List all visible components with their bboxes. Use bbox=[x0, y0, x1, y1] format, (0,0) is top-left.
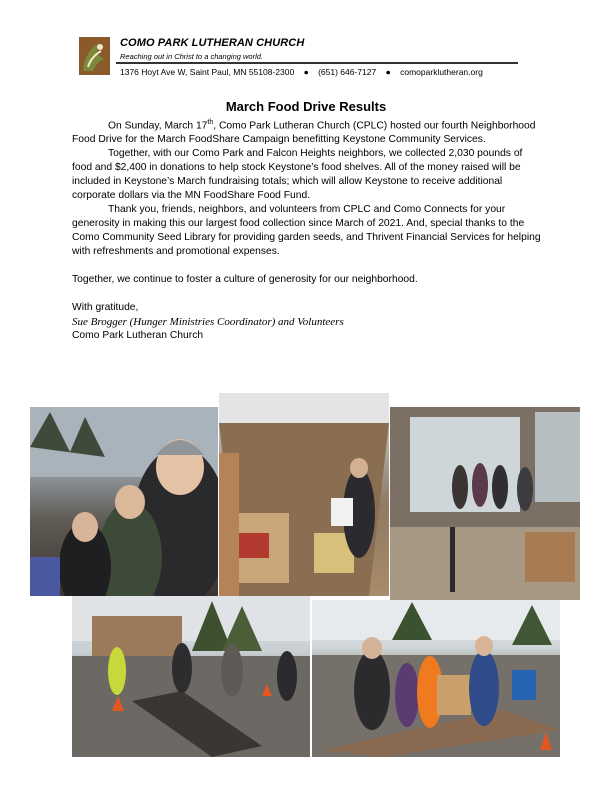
paragraph-1-start: On Sunday, March 17 bbox=[108, 120, 208, 132]
org-name: COMO PARK LUTHERAN CHURCH bbox=[120, 37, 305, 49]
photo-outdoor-volunteers bbox=[312, 600, 560, 757]
header-rule bbox=[116, 62, 518, 64]
signature: Sue Brogger (Hunger Ministries Coordinator) and Volunteers bbox=[72, 316, 344, 329]
photo-truck-donations bbox=[219, 393, 389, 596]
address: 1376 Hoyt Ave W, Saint Paul, MN 55108-2300 bbox=[120, 67, 295, 77]
separator-dot: ● bbox=[303, 67, 309, 77]
paragraph-4: Together, we continue to foster a culture of generosity for our neighborhood. bbox=[72, 274, 418, 286]
paragraph-3: Thank you, friends, neighbors, and volunteers from CPLC and Como Connects for your generosity in making this our largest food collection since March of 2021. And, special thanks to the Como Community Seed Library for providing garden seeds, and Thrivent Financial Services for helping with refreshments and promotional expenses. bbox=[72, 204, 541, 258]
photo-church-entrance bbox=[390, 407, 580, 600]
church-logo-icon bbox=[79, 37, 110, 75]
website-link[interactable]: comoparklutheran.org bbox=[400, 67, 483, 77]
letter-body bbox=[72, 116, 542, 343]
contact-line bbox=[120, 67, 483, 77]
closing: With gratitude, bbox=[72, 302, 139, 314]
phone: (651) 646-7127 bbox=[318, 67, 377, 77]
paragraph-2: Together, with our Como Park and Falcon Heights neighbors, we collected 2,030 pounds of food and $2,400 in donations to help stock Keystone’s food shelves. All of the money raised will be included in Keystone’s March fundraising totals; which will allow Keystone to receive additional corporate dollars via the MN FoodShare Food Fund. bbox=[72, 148, 523, 202]
photo-volunteers-selfie bbox=[30, 407, 218, 596]
signature-org: Como Park Lutheran Church bbox=[72, 330, 204, 342]
ordinal-suffix: th bbox=[207, 119, 214, 126]
org-tagline: Reaching out in Christ to a changing world. bbox=[120, 52, 263, 61]
letter-title: March Food Drive Results bbox=[225, 99, 387, 114]
paragraph-1-end: , Como Park Lutheran Church (CPLC) hosted our fourth Neighborhood Food Drive for the March FoodShare Campaign benefitting Keystone Community Services. bbox=[72, 120, 536, 146]
paragraph-1 bbox=[72, 116, 542, 147]
photo-outdoor-tables bbox=[72, 596, 310, 757]
separator-dot: ● bbox=[385, 67, 391, 77]
